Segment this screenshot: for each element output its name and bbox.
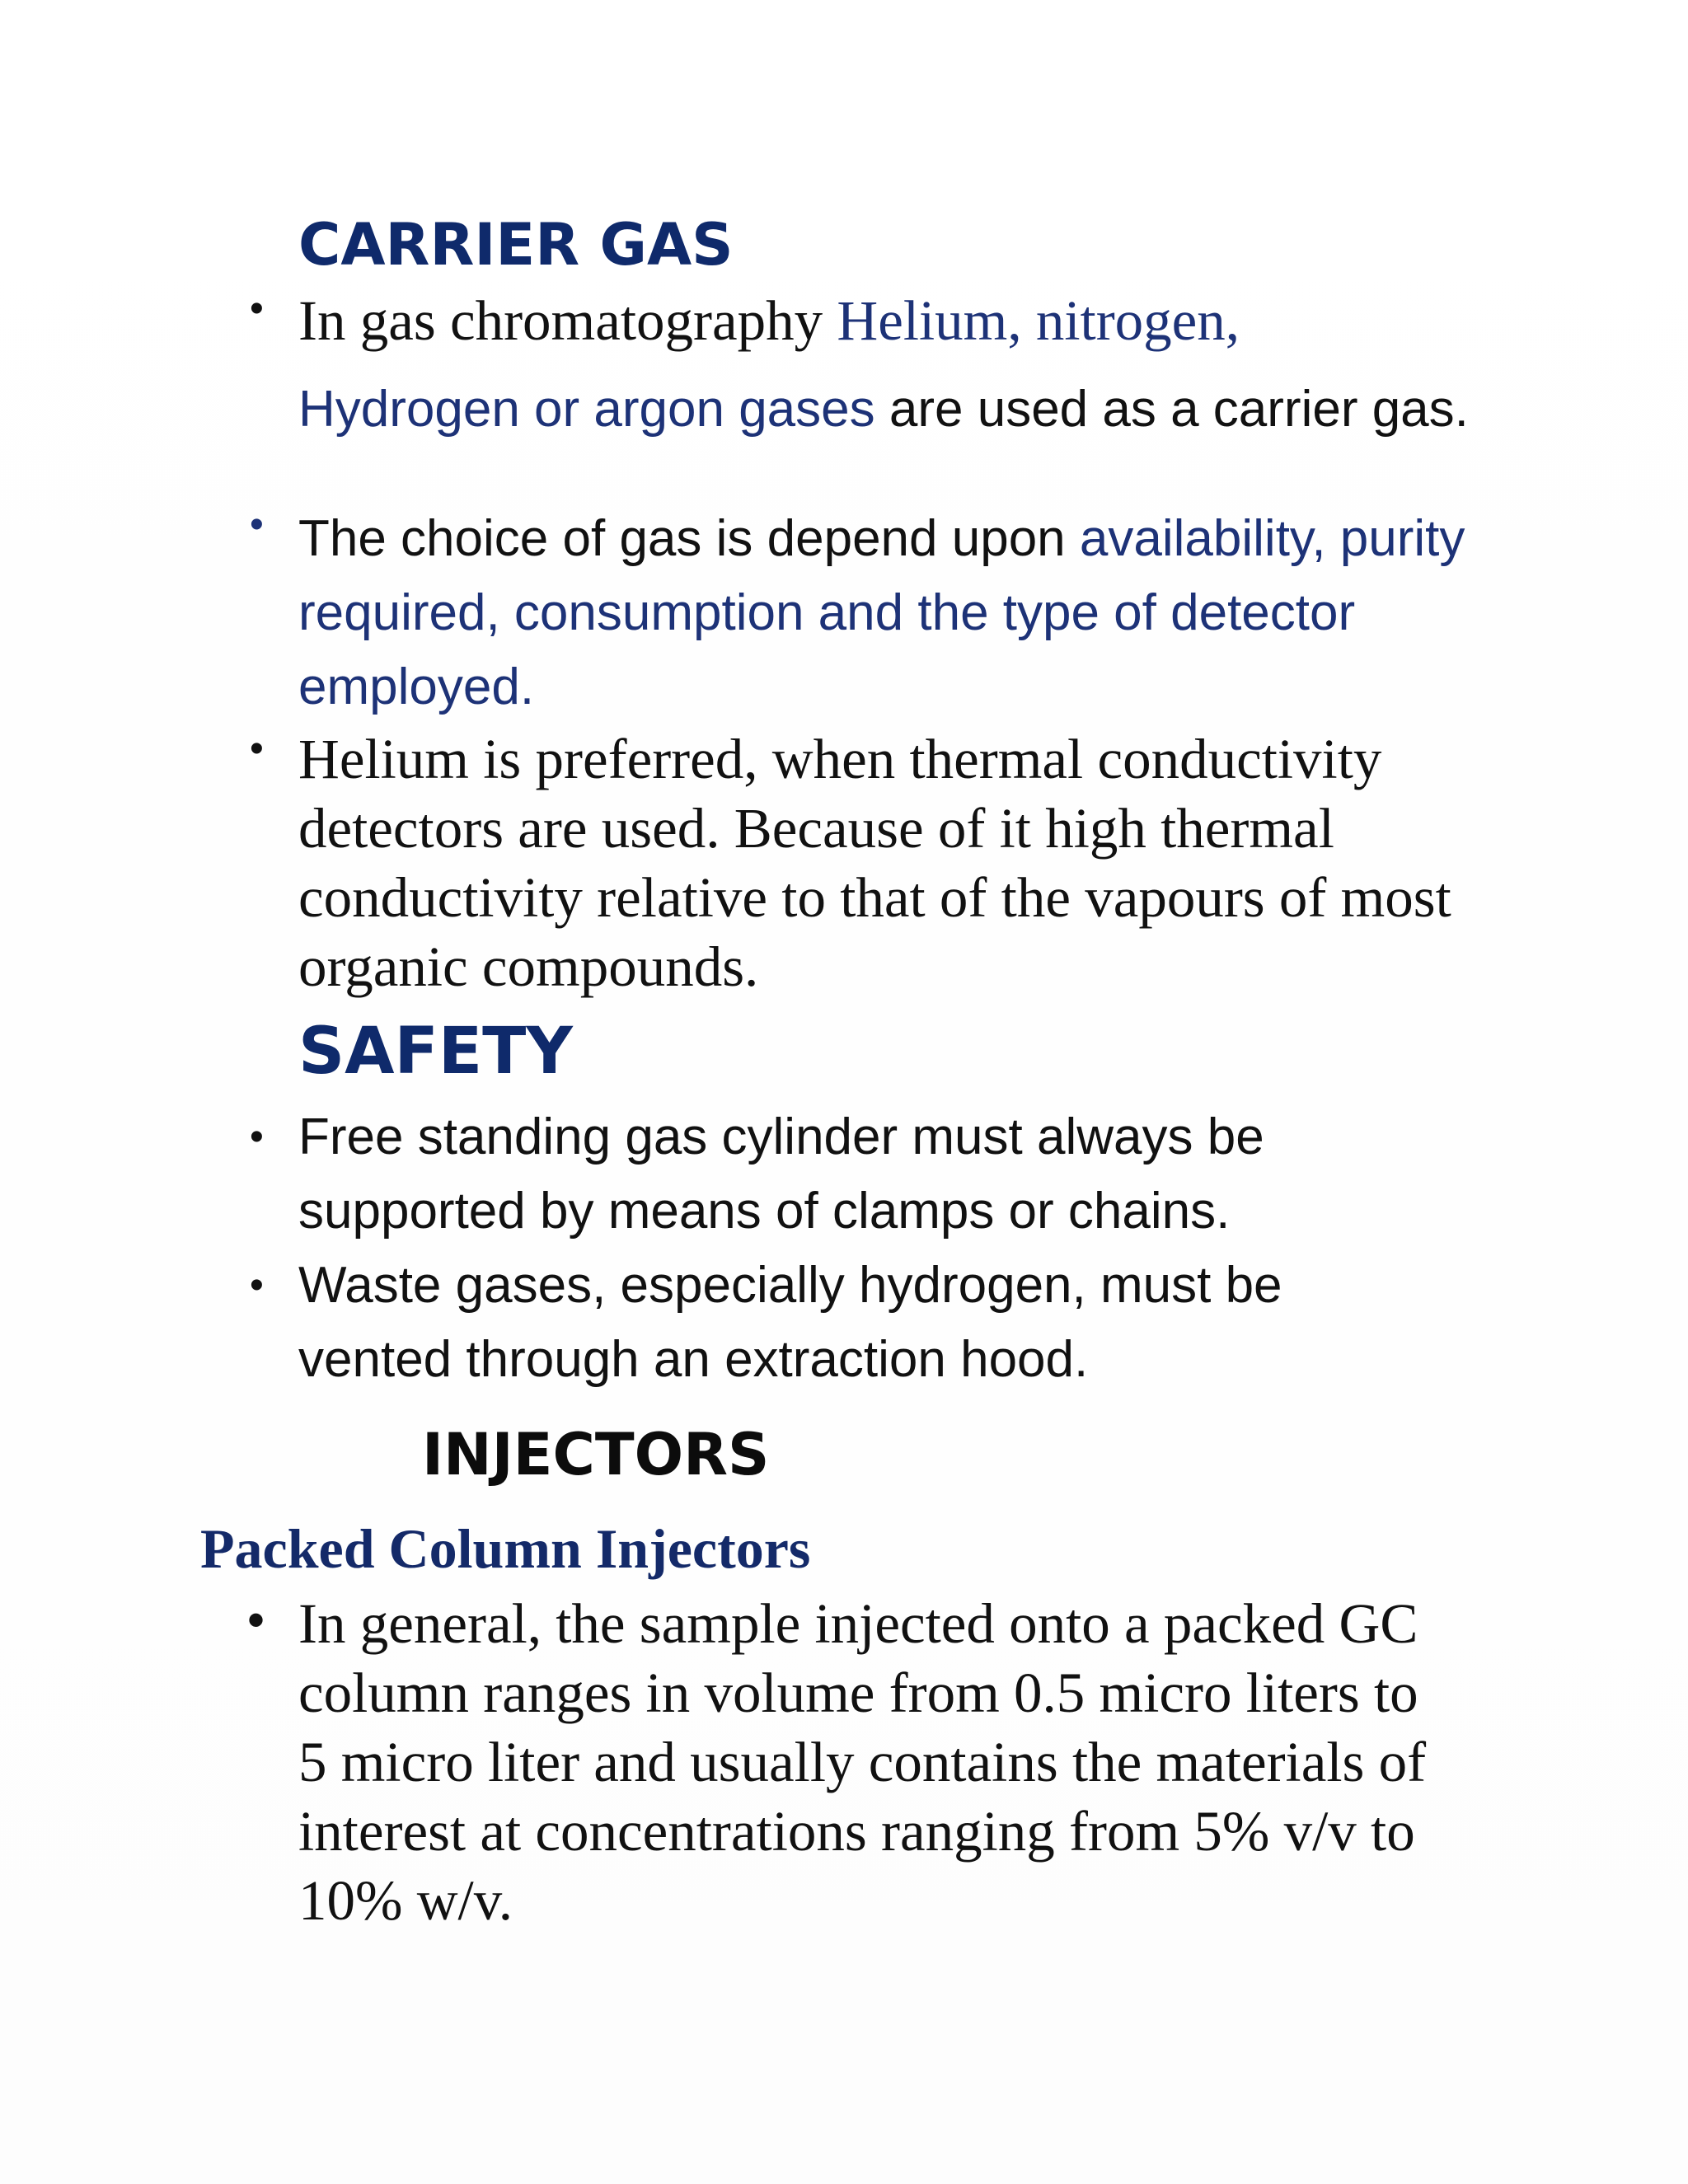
carrier-gas-heading: CARRIER GAS: [298, 211, 734, 279]
safety-list: [0, 1100, 1469, 1397]
packed-column-injectors-subheading: Packed Column Injectors: [200, 1517, 811, 1580]
injectors-list: [0, 1589, 1469, 1935]
list-item: [0, 502, 1469, 724]
bullet-text: In general, the sample injected onto a packed GC column ranges in volume from 0.5 micro liters to 5 micro liter and usually contains the materials of interest at concentrations ranging from 5% v/v to 10% w/v.: [298, 1592, 1427, 1932]
carrier-gas-list: [0, 284, 1469, 1001]
bullet-icon: •: [250, 503, 264, 546]
highlight-text: Helium, nitrogen,: [837, 289, 1240, 352]
bullet-icon: •: [250, 1115, 264, 1159]
list-item: [0, 724, 1469, 1001]
bullet-text: Helium is preferred, when thermal conductivity detectors are used. Because of it high thermal conductivity relative to that of the vapours of most organic compounds.: [298, 728, 1451, 998]
bullet-text: are used as a carrier gas.: [874, 381, 1469, 438]
bullet-text: In gas chromatography: [298, 289, 837, 352]
list-item: [0, 1100, 1469, 1249]
bullet-icon: •: [250, 1263, 264, 1307]
bullet-icon: •: [247, 1592, 265, 1647]
safety-heading: SAFETY: [298, 1015, 573, 1089]
list-item: [0, 284, 1469, 502]
highlight-text: Hydrogen or argon gases: [298, 381, 875, 438]
bullet-text: The choice of gas is depend upon: [298, 510, 1080, 567]
highlight-text: availability, purity required, consumption and the type of detector employed.: [298, 510, 1465, 715]
bullet-text: Free standing gas cylinder must always be supported by means of clamps or chains.: [298, 1108, 1264, 1240]
injectors-heading: INJECTORS: [422, 1421, 770, 1488]
list-item: [0, 1249, 1469, 1397]
bullet-text: Waste gases, especially hydrogen, must be vented through an extraction hood.: [298, 1257, 1282, 1388]
list-item: [0, 1589, 1469, 1935]
bullet-icon: •: [250, 287, 264, 330]
bullet-icon: •: [250, 727, 264, 771]
